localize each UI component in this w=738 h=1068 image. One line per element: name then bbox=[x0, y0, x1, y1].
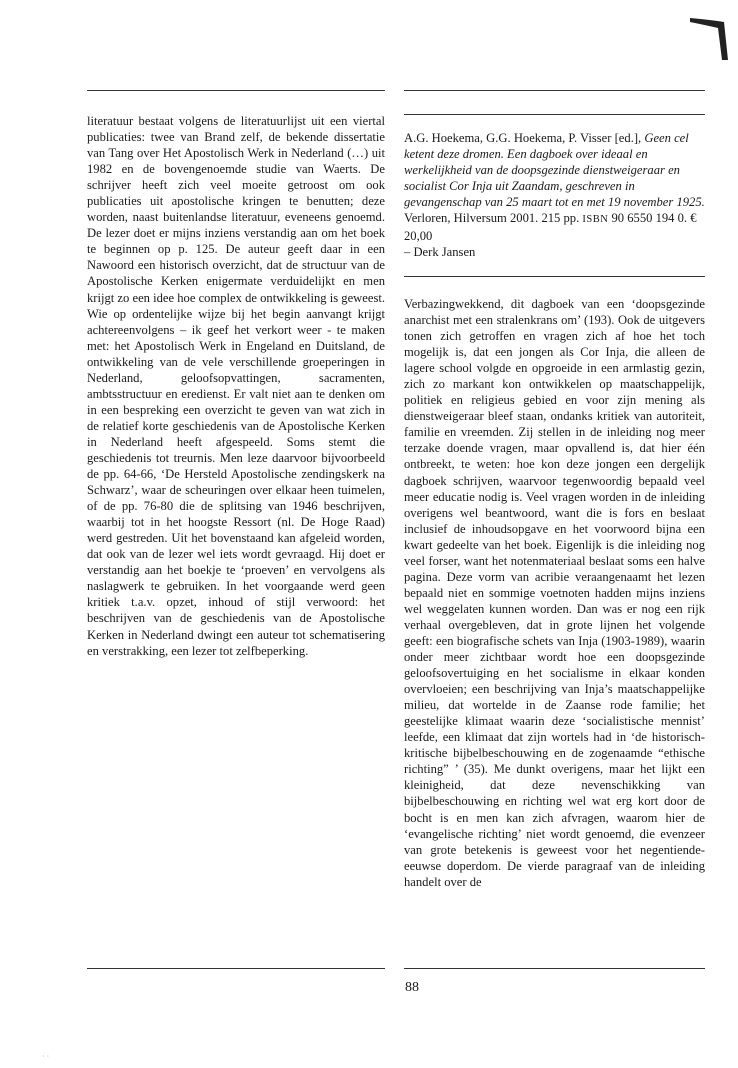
right-column-text bbox=[404, 296, 705, 890]
left-column-text bbox=[87, 113, 385, 659]
header-rule-left bbox=[87, 90, 385, 91]
book-isbn: 90 6550 194 0. bbox=[611, 211, 688, 226]
book-entry-bottom-rule bbox=[404, 276, 705, 277]
isbn-label: ISBN bbox=[582, 214, 609, 226]
reviewer-name: – Derk Jansen bbox=[404, 245, 476, 260]
scan-edge-shadow bbox=[0, 0, 738, 60]
book-entry-top-rule bbox=[404, 114, 705, 115]
page-number: 88 bbox=[405, 980, 419, 995]
book-price: € 20,00 bbox=[404, 211, 697, 244]
book-publisher: Verloren, Hilversum 2001. 215 pp. bbox=[404, 211, 580, 226]
book-authors: A.G. Hoekema, G.G. Hoekema, P. Visser [ed.], bbox=[404, 131, 642, 145]
scan-speck: · · bbox=[42, 1052, 50, 1061]
book-entry bbox=[404, 130, 705, 260]
left-column-paragraph: literatuur bestaat volgens de literatuurlijst uit een viertal publicaties: twee van Brand zelf, de bekende dissertatie van Tang over Het Apostolisch Werk in Nederland (…) uit 1982 en de bovengenoemde studie van Waerts. De schrijver heeft zich veel moeite getroost om ook publicaties uit apostolische kringen te benutten; deze worden, naast buitenlandse literatuur, eveneens genoemd. De lezer doet er mijns inziens verstandig aan om het boek te beginnen op p. 125. De auteur geeft daar in een Nawoord een historisch overzicht, dat de structuur van de Apostolische Kerken enigermate verduidelijkt en men krijgt zo een idee hoe complex de ontwikkeling is geweest. Wie op ordentelijke wijze bij het begin aanvangt krijgt achtereenvolgens – ik geef het verkort weer - te maken met: het Apostolisch Werk in Engeland en Duitsland, de ontwikkeling van de vele verschillende groeperingen in Nederland, geloofsopvattingen, sacramenten, ambtsstructuur en eredienst. Er valt niet aan te denken om in een bespreking een overzicht te geven van wat zich in de relatief korte geschiedenis van de Apostolische Kerken in Nederland heeft afgespeeld. Soms stemt die geschiedenis tot treurnis. Men leze daarvoor bijvoorbeeld de pp. 64-66, ‘De Hersteld Apostolische zendingskerk na Schwarz’, waar de scheuringen over elkaar heen tuimelen, of de pp. 76-80 die de splitsing van 1946 beschrijven, waarbij tot in het hoogste Ressort (nl. De Hoge Raad) werd gestreden. Uit het bovenstaand kan afgeleid worden, dat ook van de lezer wel iets wordt gevraagd. Hij doet er verstandig aan het boekje te ‘proeven’ en vervolgens als naslagwerk te gebruiken. In het voorgaande werd geen kritiek t.a.v. opzet, inhoud of stijl verwoord: het beschrijven van de geschiedenis van de Apostolische Kerken in Nederland dwingt een auteur tot schematisering en verstrakking, een lezer tot zelfbeperking. bbox=[87, 114, 385, 658]
footer-rule-right bbox=[404, 968, 705, 969]
header-rule-right bbox=[404, 90, 705, 91]
book-title: Geen cel ketent deze dromen. Een dagboek over ideaal en werkelijkheid van de doopsgezinde dienstweigeraar en socialist Cor Inja uit Zaandam, geschreven in gevangenschap van 25 maart tot en met 19 november 1925. bbox=[404, 131, 705, 210]
right-column-paragraph: Verbazingwekkend, dit dagboek van een ‘doopsgezinde anarchist met een stralenkrans om’ (193). Ook de uitgevers tonen zich getroffen en vragen zich af hoe het toch mogelijk is, dat een jongen als Cor Inja, die alleen de lagere school volgde en opgroeide in een armlastig gezin, zich zo markant kon ontwikkelen op maatschappelijk, politiek en religieus gebied en voor zijn mening als dienstweigeraar bleef staan, ondanks kritiek van autoriteit, familie en vreemden. Zij stellen in de inleiding nog meer terzake doende vragen, maar opvallend is, dat hier één ontbreekt, te weten: hoe kon deze jongen een dergelijk dagboek schrijven, waarvoor tegenwoordig bepaald veel meer educatie nodig is. Veel vragen worden in de inleiding overigens wel beantwoord, want die is fors en beslaat inclusief de inhoudsopgave en het voorwoord bijna een kwart gedeelte van het boek. Eigenlijk is die inleiding nog veel forser, want het notenmateriaal beslaat soms een halve pagina. Deze vorm van acribie veraangenaamt het lezen bepaald niet en sommige voetnoten hadden mijns inziens wel weggelaten kunnen worden. Dan was er nog een rijk verhaal overgebleven, dat in grote lijnen het volgende geeft: een biografische schets van Inja (1903-1989), waarin onder meer zichtbaar wordt hoe een doopsgezinde geloofsovertuiging en het socialisme in elkaar konden overvloeien; een beschrijving van Inja’s maatschappelijke milieu, dat wortelde in de Zaanse rode familie; het geestelijke klimaat waarin deze ‘socialistische mennist’ leefde, een klimaat dat zijn wortels had in ‘de historisch-kritische bijbelbeschouwing en de zogenaamde “ethische richting” ’ (35). Me dunkt overigens, maar het lijkt een kleinigheid, dat deze nevenschikking van bijbelbeschouwing en richting wel wat erg kort door de bocht is en men kan zich afvragen, waarom hier de ‘evangelische richting’ niet wordt genoemd, die evenzeer van grote betekenis is geweest voor het negentiende-eeuwse doperdom. De vierde paragraaf van de inleiding handelt over de bbox=[404, 297, 705, 889]
footer-rule-left bbox=[87, 968, 385, 969]
